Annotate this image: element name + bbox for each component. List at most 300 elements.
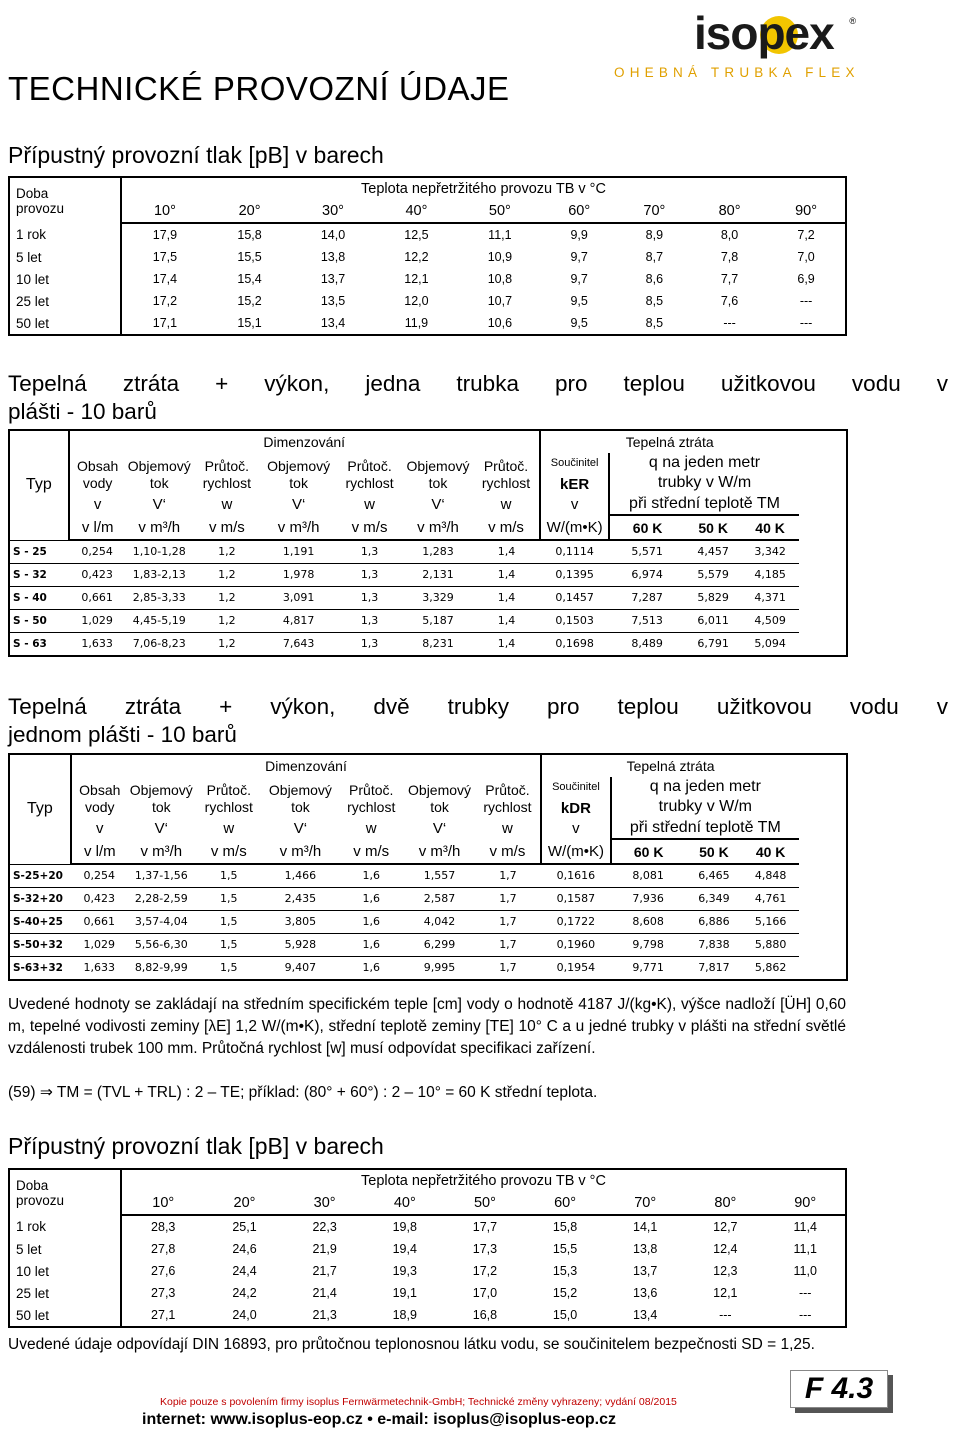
pipe-type: S - 63 [9, 632, 69, 656]
table-cell: 0,1954 [541, 956, 611, 980]
flow-unit: v m³/h [403, 515, 474, 540]
pressure-value: 24,6 [232, 1242, 257, 1256]
flow-label-line1: Objemový [408, 782, 472, 798]
table-cell: 4,817 [261, 609, 337, 632]
table-cell: 5,880 [742, 933, 799, 956]
coefficient-v: v [540, 493, 610, 515]
table-cell: 1,37-1,56 [128, 864, 195, 887]
pressure-value: 24,4 [232, 1264, 257, 1278]
tagline: OHEBNÁ TRUBKA FLEX [614, 65, 860, 80]
pressure-value: 27,8 [151, 1242, 176, 1256]
pressure-value: 22,3 [312, 1220, 337, 1234]
temperature-diff-header: 40 K [742, 839, 799, 864]
temperature-header: 20° [208, 200, 291, 223]
speed-label [195, 777, 263, 817]
pressure-value: 21,3 [312, 1308, 337, 1322]
obsah-symbol: v [69, 493, 126, 515]
temperature-diff-header: 50 K [686, 839, 743, 864]
pipe-type: S - 40 [9, 586, 69, 609]
speed-label [338, 777, 404, 817]
heading-line-2: jednom plášti - 10 barů [8, 722, 237, 747]
table-row [9, 540, 847, 563]
speed-symbol: w [223, 819, 235, 837]
pressure-value: 6,9 [797, 272, 815, 286]
flow-label-line1: Objemový [268, 782, 332, 798]
flow-label [403, 453, 474, 493]
flow-label-line1: Objemový [129, 782, 193, 798]
temperature-header: 90° [767, 200, 846, 223]
flow-label [126, 453, 193, 493]
table-cell: 0,661 [71, 910, 128, 933]
table-cell: 4,761 [742, 887, 799, 910]
speed-label-line1: Průtoč. [206, 782, 251, 798]
pressure-value: 8,5 [645, 294, 664, 308]
pipe-type: S - 50 [9, 609, 69, 632]
q-label-line3: při střední teplotě TM [611, 817, 799, 839]
flow-label-line2: tok [149, 475, 169, 491]
pressure-value: 17,9 [152, 228, 178, 242]
pressure-value: 15,2 [552, 1286, 578, 1300]
temperature-header: 10° [121, 1192, 204, 1215]
table-cell: 2,435 [263, 887, 338, 910]
table-row [9, 956, 847, 980]
table-cell: 1,283 [403, 540, 474, 563]
pressure-value: 10,9 [487, 250, 513, 264]
pressure-value: 13,5 [320, 294, 346, 308]
table-cell: 6,886 [686, 910, 743, 933]
pressure-value: 24,2 [232, 1286, 257, 1300]
pressure-value: 21,9 [312, 1242, 337, 1256]
pressure-value: 12,4 [713, 1242, 738, 1256]
pressure-value: --- [723, 316, 736, 330]
pressure-value: 12,1 [713, 1286, 738, 1300]
table-row [9, 246, 846, 268]
table-cell: 0,1395 [540, 563, 610, 586]
pipe-type: S-25+20 [9, 864, 71, 887]
table-row [9, 887, 847, 910]
pipe-type: S-50+32 [9, 933, 71, 956]
pressure-value: 12,2 [404, 250, 429, 264]
pressure-value: 17,5 [152, 250, 178, 264]
pressure-value: 28,3 [151, 1220, 176, 1234]
page-title: TECHNICKÉ PROVOZNÍ ÚDAJE [8, 70, 510, 107]
temperature-header: 60° [542, 200, 617, 223]
table-cell: 4,509 [742, 609, 799, 632]
pressure-value: --- [799, 294, 813, 308]
heading-line-1: Tepelná ztráta + výkon, dvě trubky pro teplou užitkovou vodu v [8, 694, 948, 719]
pressure-value: 27,1 [151, 1308, 176, 1322]
pressure-value: 12,3 [713, 1264, 738, 1278]
flow-symbol: V‘ [293, 819, 308, 837]
copyright-note: Kopie pouze s povolením firmy isoplus Fernwärmetechnik-GmbH; Technické změny vyhrazeny; vydání 08/2015 [160, 1396, 677, 1408]
pipe-type: S - 25 [9, 540, 69, 563]
period-label: 1 rok [9, 1215, 121, 1238]
table-cell: 5,928 [263, 933, 338, 956]
temperature-header: 40° [365, 1192, 445, 1215]
table-cell: 6,299 [404, 933, 474, 956]
speed-label-line2: rychlost [483, 799, 532, 815]
pressure-value: 21,4 [312, 1286, 337, 1300]
section-heading-single-pipe [8, 370, 948, 426]
table-cell: 5,187 [403, 609, 474, 632]
coefficient-symbol: kDR [560, 800, 591, 817]
flow-label-line1: Objemový [267, 458, 331, 474]
pressure-value: 17,2 [152, 294, 178, 308]
temperature-group-header: Teplota nepřetržitého provozu TB v °C [361, 1173, 606, 1189]
table-cell: 8,608 [611, 910, 686, 933]
period-label: 10 let [9, 1260, 121, 1282]
speed-label-line2: rychlost [204, 799, 253, 815]
speed-symbol: w [221, 495, 233, 513]
type-header: Typ [25, 476, 52, 494]
table-cell: 0,1960 [541, 933, 611, 956]
pressure-value: 8,5 [645, 316, 664, 330]
pressure-value: 15,5 [552, 1242, 578, 1256]
heat-loss-table-single [8, 429, 848, 657]
pressure-value: 15,1 [237, 316, 262, 330]
pressure-value: 17,3 [472, 1242, 498, 1256]
flow-symbol: V‘ [431, 495, 445, 513]
note-formula: (59) ⇒ TM = (TVL + TRL) : 2 – TE; příklad: (80° + 60°) : 2 – 10° = 60 K střední teplota. [8, 1084, 598, 1101]
table-cell: 1,029 [69, 609, 126, 632]
pressure-value: 9,5 [570, 316, 588, 330]
obsah-label-line1: Obsah [77, 458, 119, 474]
table-cell: 5,571 [609, 540, 684, 563]
flow-symbol: V‘ [152, 495, 166, 513]
pressure-value: 8,0 [720, 228, 739, 242]
logo-registered-mark: ® [849, 16, 856, 26]
pressure-value: 11,9 [404, 316, 429, 330]
pressure-value: 15,5 [237, 250, 262, 264]
coefficient-label [540, 453, 610, 493]
flow-label-line2: tok [151, 799, 171, 815]
table-cell: 5,56-6,30 [128, 933, 195, 956]
speed-unit: v m/s [195, 839, 263, 864]
pipe-type: S-32+20 [9, 887, 71, 910]
period-label: 50 let [9, 312, 121, 335]
pressure-value: 15,3 [552, 1264, 578, 1278]
pressure-value: 15,8 [552, 1220, 578, 1234]
table-cell: 1,3 [336, 632, 402, 656]
pressure-value: 13,7 [633, 1264, 658, 1278]
coefficient-label [541, 777, 611, 817]
pressure-value: 12,0 [404, 294, 429, 308]
speed-unit: v m/s [193, 515, 261, 540]
pressure-value: 10,8 [487, 272, 513, 286]
table-cell: 1,2 [193, 540, 261, 563]
table-cell: 1,029 [71, 933, 128, 956]
speed-unit: v m/s [473, 515, 540, 540]
table-cell: 1,557 [404, 864, 474, 887]
section-heading-pressure-2: Přípustný provozní tlak [pB] v barech [8, 1133, 384, 1159]
flow-label-line2: tok [291, 799, 310, 815]
table-cell: 9,995 [404, 956, 474, 980]
speed-label [473, 453, 540, 493]
q-label-line2: trubky v W/m [658, 798, 753, 815]
pressure-value: 17,2 [472, 1264, 498, 1278]
flow-symbol: V‘ [154, 819, 168, 837]
table-cell: 4,371 [742, 586, 799, 609]
pressure-value: 11,1 [488, 228, 512, 242]
temperature-header: 10° [121, 200, 208, 223]
table-row [9, 933, 847, 956]
pressure-value: 8,9 [645, 228, 664, 242]
table-cell: 5,579 [685, 563, 742, 586]
table-row [9, 290, 846, 312]
table-cell: 8,82-9,99 [128, 956, 195, 980]
period-header-line2: provozu [16, 1192, 65, 1208]
speed-label [475, 777, 541, 817]
section-heading-pressure: Přípustný provozní tlak [pB] v barech [8, 142, 384, 168]
pipe-type: S-63+32 [9, 956, 71, 980]
speed-label-line1: Průtoč. [483, 458, 529, 474]
period-label: 50 let [9, 1304, 121, 1327]
table-cell: 1,978 [261, 563, 337, 586]
flow-unit: v m³/h [128, 839, 195, 864]
flow-label [404, 777, 474, 817]
coefficient-unit: W/(m•K) [540, 515, 610, 540]
speed-symbol: w [500, 495, 512, 513]
obsah-label [71, 777, 128, 817]
speed-label-line1: Průtoč. [485, 782, 530, 798]
speed-symbol: w [364, 495, 375, 513]
speed-symbol: w [502, 819, 513, 837]
period-header-line2: provozu [16, 200, 65, 216]
table-cell: 0,1722 [541, 910, 611, 933]
heading-line-1: Tepelná ztráta + výkon, jedna trubka pro teplou užitkovou vodu v [8, 371, 948, 396]
temperature-header: 80° [685, 1192, 765, 1215]
table-cell: 5,862 [742, 956, 799, 980]
temperature-group-header: Teplota nepřetržitého provozu TB v °C [361, 181, 606, 197]
table-cell: 3,091 [261, 586, 337, 609]
table-cell: 3,805 [263, 910, 338, 933]
section-heading-double-pipe [8, 693, 948, 749]
page-code: F 4.3 [790, 1370, 888, 1408]
table-row [9, 1260, 846, 1282]
pressure-value: 15,4 [237, 272, 262, 286]
pressure-value: 17,7 [472, 1220, 498, 1234]
pressure-value: 13,4 [320, 316, 346, 330]
temperature-header: 70° [617, 200, 692, 223]
table-cell: 0,423 [71, 887, 128, 910]
table-cell: 1,7 [475, 887, 541, 910]
pipe-type: S - 32 [9, 563, 69, 586]
table-cell: 4,185 [742, 563, 799, 586]
table-row [9, 632, 847, 656]
pressure-value: --- [799, 316, 813, 330]
table-cell: 0,423 [69, 563, 126, 586]
coefficient-v: v [541, 817, 611, 839]
pressure-value: 19,8 [392, 1220, 417, 1234]
obsah-label-line2: vody [84, 799, 115, 815]
speed-label-line1: Průtoč. [349, 782, 394, 798]
table-row [9, 586, 847, 609]
pressure-table [8, 176, 847, 336]
q-label [609, 453, 798, 493]
q-label [611, 777, 799, 817]
table-cell: 9,798 [611, 933, 686, 956]
table-cell: 1,4 [473, 632, 540, 656]
table-cell: 8,489 [609, 632, 684, 656]
pressure-value: 13,7 [320, 272, 346, 286]
pressure-value: 17,4 [152, 272, 178, 286]
din-note: Uvedené údaje odpovídají DIN 16893, pro průtočnou teplonosnou látku vodu, se součinitelem bezpečnosti SD = 1,25. [8, 1336, 815, 1353]
table-cell: 9,407 [263, 956, 338, 980]
contact-line: internet: www.isoplus-eop.cz • e-mail: isoplus@isoplus-eop.cz [142, 1411, 616, 1428]
pressure-value: 16,8 [472, 1308, 498, 1322]
table-cell: 2,131 [403, 563, 474, 586]
pressure-value: 7,8 [720, 250, 739, 264]
table-cell: 1,466 [263, 864, 338, 887]
flow-label-line1: Objemový [406, 458, 470, 474]
obsah-label-line2: vody [82, 475, 113, 491]
table-cell: 3,57-4,04 [128, 910, 195, 933]
table-row [9, 1282, 846, 1304]
pressure-value: 15,0 [552, 1308, 578, 1322]
table-cell: 3,329 [403, 586, 474, 609]
pressure-value: 9,9 [570, 228, 588, 242]
table-cell: 3,342 [742, 540, 799, 563]
table-cell: 1,3 [336, 563, 402, 586]
temperature-diff-header: 40 K [742, 515, 799, 540]
speed-unit: v m/s [475, 839, 541, 864]
table-cell: 1,10-1,28 [126, 540, 193, 563]
table-cell: 4,45-5,19 [126, 609, 193, 632]
table-cell: 2,587 [404, 887, 474, 910]
pressure-value: 8,7 [645, 250, 664, 264]
q-label-line2: trubky v W/m [657, 474, 752, 491]
table-cell: 0,1503 [540, 609, 610, 632]
table-cell: 0,254 [71, 864, 128, 887]
table-cell: 1,7 [475, 864, 541, 887]
table-row [9, 1238, 846, 1260]
obsah-symbol: v [71, 817, 128, 839]
pressure-value: 8,6 [645, 272, 664, 286]
table-cell: 1,7 [475, 910, 541, 933]
table-cell: 0,1698 [540, 632, 610, 656]
pressure-value: 17,1 [152, 316, 178, 330]
table-cell: 1,5 [195, 956, 263, 980]
table-cell: 8,231 [403, 632, 474, 656]
pressure-value: --- [798, 1308, 812, 1322]
table-cell: 6,465 [686, 864, 743, 887]
table-cell: 1,5 [195, 933, 263, 956]
flow-symbol: V‘ [291, 495, 306, 513]
speed-label-line1: Průtoč. [347, 458, 392, 474]
speed-label-line2: rychlost [481, 475, 531, 491]
pressure-value: 13,4 [633, 1308, 658, 1322]
table-cell: 1,633 [71, 956, 128, 980]
pressure-value: 15,8 [237, 228, 262, 242]
table-cell: 9,771 [611, 956, 686, 980]
table-cell: 1,2 [193, 586, 261, 609]
flow-unit: v m³/h [263, 839, 338, 864]
table-row [9, 864, 847, 887]
table-row [9, 910, 847, 933]
coefficient-symbol: kER [560, 476, 590, 493]
speed-label [193, 453, 261, 493]
table-row [9, 609, 847, 632]
table-cell: 2,85-3,33 [126, 586, 193, 609]
pressure-value: 17,0 [472, 1286, 498, 1300]
table-row [9, 563, 847, 586]
pressure-value: 10,6 [487, 316, 513, 330]
table-cell: 0,254 [69, 540, 126, 563]
table-row [9, 268, 846, 290]
table-cell: 1,3 [336, 609, 402, 632]
pressure-value: 9,7 [570, 272, 588, 286]
pressure-value: 19,1 [392, 1286, 417, 1300]
pressure-value: 12,7 [713, 1220, 738, 1234]
heat-loss-table-double [8, 753, 848, 981]
temperature-header: 30° [285, 1192, 365, 1215]
temperature-diff-header: 60 K [611, 839, 686, 864]
pressure-value: 11,0 [793, 1264, 817, 1278]
table-cell: 1,2 [193, 563, 261, 586]
table-cell: 5,829 [685, 586, 742, 609]
table-cell: 4,042 [404, 910, 474, 933]
pressure-value: 7,6 [720, 294, 739, 308]
table-cell: 1,3 [336, 540, 402, 563]
isopex-logo [694, 6, 854, 62]
coefficient-label-line1: Součinitel [552, 781, 600, 793]
table-cell: 1,7 [475, 933, 541, 956]
pressure-table-2 [8, 1168, 847, 1328]
table-cell: 1,4 [473, 540, 540, 563]
table-cell: 6,974 [609, 563, 684, 586]
pressure-value: 21,7 [312, 1264, 337, 1278]
period-label: 5 let [9, 1238, 121, 1260]
dimensioning-header: Dimenzování [69, 430, 540, 453]
temperature-header: 60° [525, 1192, 605, 1215]
speed-label-line1: Průtoč. [204, 458, 250, 474]
table-cell: 1,6 [338, 864, 404, 887]
table-cell: 5,094 [742, 632, 799, 656]
temperature-header: 90° [765, 1192, 846, 1215]
table-cell: 1,5 [195, 864, 263, 887]
flow-label-line2: tok [289, 475, 308, 491]
table-cell: 7,838 [686, 933, 743, 956]
period-header [9, 177, 121, 223]
speed-label [336, 453, 402, 493]
pressure-value: 7,7 [720, 272, 739, 286]
pressure-value: 7,2 [797, 228, 815, 242]
temperature-header: 40° [375, 200, 458, 223]
table-cell: 0,1587 [541, 887, 611, 910]
table-row [9, 223, 846, 246]
pressure-value: 19,3 [392, 1264, 417, 1278]
flow-unit: v m³/h [404, 839, 474, 864]
table-row [9, 312, 846, 335]
pressure-value: 13,6 [633, 1286, 658, 1300]
pressure-value: 24,0 [232, 1308, 257, 1322]
pressure-value: 7,0 [797, 250, 815, 264]
table-cell: 1,4 [473, 586, 540, 609]
pressure-value: 10,7 [487, 294, 513, 308]
table-cell: 1,5 [195, 887, 263, 910]
table-cell: 4,848 [742, 864, 799, 887]
heat-loss-header: Tepelná ztráta [540, 430, 799, 453]
speed-label-line2: rychlost [202, 475, 251, 491]
pressure-value: 12,5 [404, 228, 429, 242]
temperature-diff-header: 60 K [609, 515, 684, 540]
table-cell: 1,2 [193, 632, 261, 656]
period-label: 25 let [9, 1282, 121, 1304]
flow-label-line2: tok [430, 799, 449, 815]
pressure-value: --- [719, 1308, 732, 1322]
table-cell: 2,28-2,59 [128, 887, 195, 910]
obsah-label [69, 453, 126, 493]
